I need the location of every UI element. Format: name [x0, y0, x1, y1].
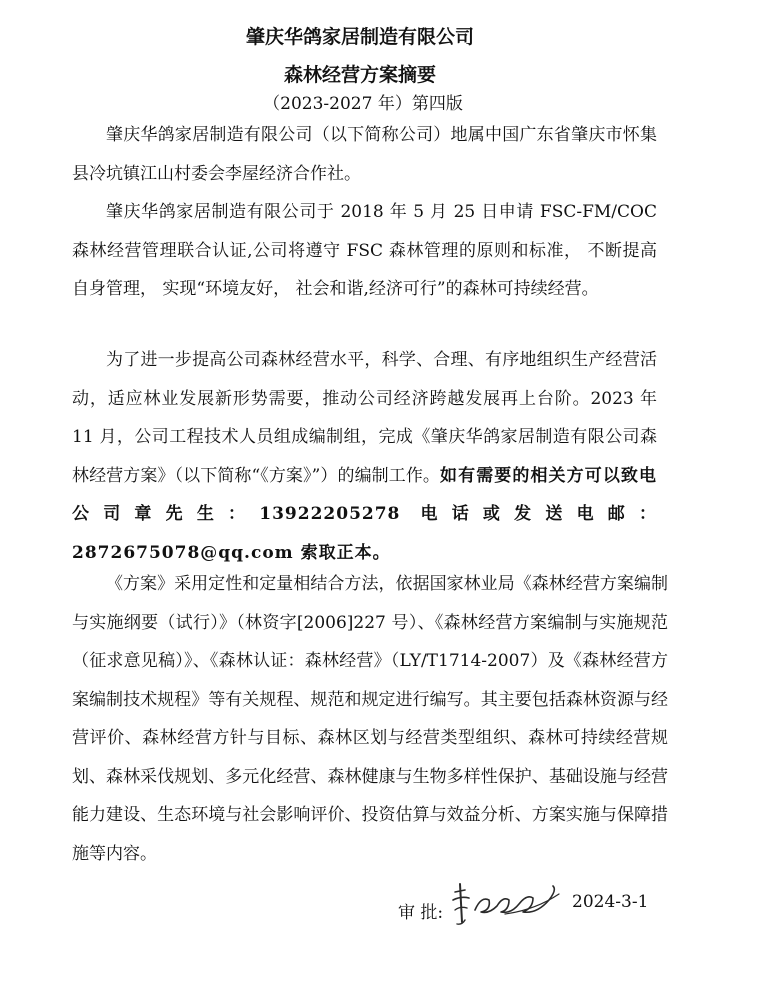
- approval-date: 2024-3-1: [572, 892, 649, 912]
- approval-label: 审 批:: [398, 902, 444, 923]
- compilation-text: 为了进一步提高公司森林经营水平，科学、合理、有序地组织生产经营活动，适应林业发展新形势需要，推动公司经济跨越发展再上台阶。2023 年 11 月，公司工程技术人员组成编制组，完成《肇庆华鸽家居制造有限公司森林经营方案》（以下简称“《方案》”）的编制工作。: [72, 350, 657, 486]
- edition-line: （2023-2027 年）第四版: [263, 94, 463, 114]
- document-title: 森林经营方案摘要: [283, 64, 436, 86]
- company-title: 肇庆华鸽家居制造有限公司: [245, 26, 474, 48]
- approval-block: [398, 888, 563, 932]
- paragraph-compilation: [72, 341, 657, 572]
- paragraph-location: 肇庆华鸽家居制造有限公司（以下简称公司）地属中国广东省肇庆市怀集县冷坑镇江山村委会李屋经济合作社。: [72, 125, 657, 184]
- contact-info: 如有需要的相关方可以致电公司章先生：13922205278 电话或发送电邮：2872675078@qq.com 索取正本。: [72, 465, 657, 563]
- signature-icon: [445, 870, 563, 932]
- paragraph-certification: 肇庆华鸽家居制造有限公司于 2018 年 5 月 25 日申请 FSC-FM/COC 森林经营管理联合认证,公司将遵守 FSC 森林管理的原则和标准， 不断提高自身管理， 实现“环境友好， 社会和谐,经济可行”的森林可持续经营。: [72, 202, 657, 299]
- paragraph-method: 《方案》采用定性和定量相结合方法，依据国家林业局《森林经营方案编制与实施纲要（试行）》（林资字[2006]227 号）、《森林经营方案编制与实施规范（征求意见稿）》、《森林认证：森林经营》（LY/T1714-2007）及《森林经营方案编制技术规程》等有关规程、规范和规定进行编写。其主要包括森林资源与经营评价、森林经营方针与目标、森林区划与经营类型组织、森林可持续经营规划、森林采伐规划、多元化经营、森林健康与生物多样性保护、基础设施与经营能力建设、生态环境与社会影响评价、投资估算与效益分析、方案实施与保障措施等内容。: [72, 574, 668, 864]
